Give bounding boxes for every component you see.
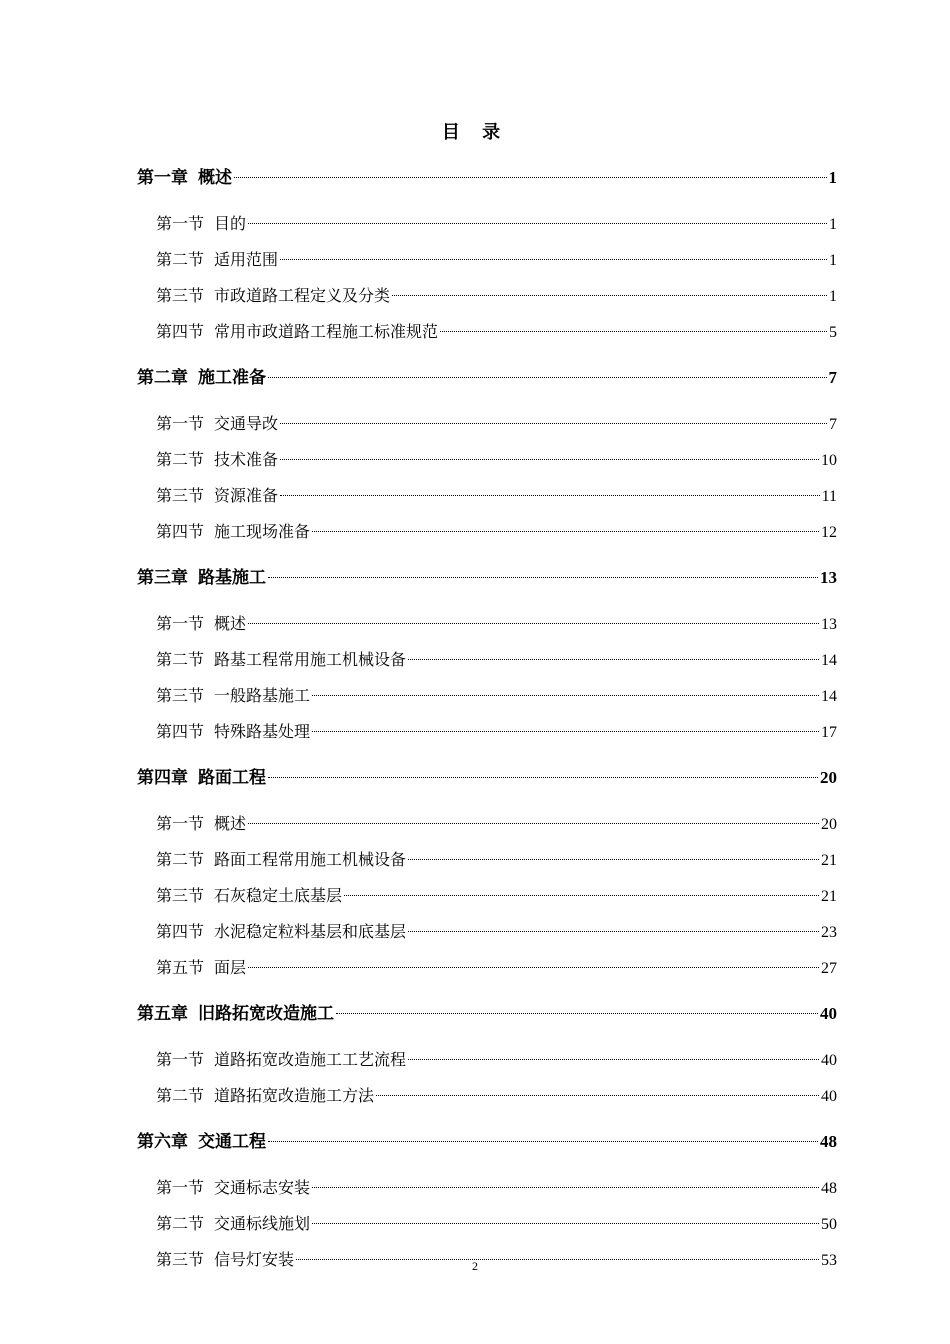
chapter-title: 交通工程 bbox=[198, 1132, 266, 1152]
toc-section-entry[interactable] bbox=[137, 314, 837, 360]
section-title: 道路拓宽改造施工方法 bbox=[214, 1086, 375, 1105]
chapter-number: 第五章 bbox=[137, 1004, 188, 1024]
dot-leader bbox=[268, 777, 818, 778]
chapter-page-number: 40 bbox=[820, 1004, 837, 1023]
section-number: 第二节 bbox=[156, 850, 205, 869]
dot-leader bbox=[312, 695, 819, 696]
section-number: 第二节 bbox=[156, 250, 205, 269]
toc-section-entry[interactable] bbox=[137, 806, 837, 842]
section-page-number: 14 bbox=[821, 688, 837, 705]
section-title: 信号灯安装 bbox=[214, 1250, 295, 1269]
section-number: 第三节 bbox=[156, 1250, 205, 1269]
toc-chapter-entry[interactable] bbox=[137, 160, 837, 206]
dot-leader bbox=[376, 1095, 819, 1096]
dot-leader bbox=[440, 331, 827, 332]
section-title: 概述 bbox=[214, 614, 247, 633]
toc-chapter-entry[interactable] bbox=[137, 760, 837, 806]
section-title: 路基工程常用施工机械设备 bbox=[214, 650, 407, 669]
toc-section-entry[interactable] bbox=[137, 1170, 837, 1206]
section-title: 适用范围 bbox=[214, 250, 279, 269]
chapter-title: 路面工程 bbox=[198, 768, 266, 788]
section-page-number: 1 bbox=[829, 288, 837, 305]
section-number: 第四节 bbox=[156, 922, 205, 941]
toc-section-entry[interactable] bbox=[137, 950, 837, 996]
section-page-number: 14 bbox=[821, 652, 837, 669]
toc-section-entry[interactable] bbox=[137, 242, 837, 278]
chapter-title: 旧路拓宽改造施工 bbox=[198, 1004, 334, 1024]
section-number: 第一节 bbox=[156, 814, 205, 833]
section-title: 特殊路基处理 bbox=[214, 722, 311, 741]
section-number: 第一节 bbox=[156, 1178, 205, 1197]
section-title: 交通导改 bbox=[214, 414, 279, 433]
dot-leader bbox=[234, 177, 827, 178]
toc-chapter-entry[interactable] bbox=[137, 360, 837, 406]
section-page-number: 1 bbox=[829, 216, 837, 233]
section-number: 第三节 bbox=[156, 286, 205, 305]
chapter-number: 第六章 bbox=[137, 1132, 188, 1152]
table-of-contents bbox=[137, 160, 837, 1288]
toc-section-entry[interactable] bbox=[137, 678, 837, 714]
section-page-number: 17 bbox=[821, 724, 837, 741]
section-title: 交通标线施划 bbox=[214, 1214, 311, 1233]
section-page-number: 1 bbox=[829, 252, 837, 269]
dot-leader bbox=[312, 1187, 819, 1188]
chapter-number: 第二章 bbox=[137, 368, 188, 388]
toc-chapter-entry[interactable] bbox=[137, 560, 837, 606]
section-page-number: 11 bbox=[821, 488, 837, 505]
dot-leader bbox=[280, 423, 827, 424]
section-page-number: 21 bbox=[821, 852, 837, 869]
dot-leader bbox=[280, 495, 820, 496]
section-page-number: 20 bbox=[821, 816, 837, 833]
dot-leader bbox=[392, 295, 827, 296]
toc-section-entry[interactable] bbox=[137, 406, 837, 442]
section-title: 施工现场准备 bbox=[214, 522, 311, 541]
dot-leader bbox=[248, 823, 819, 824]
section-number: 第一节 bbox=[156, 614, 205, 633]
chapter-page-number: 1 bbox=[828, 168, 837, 187]
section-title: 石灰稳定土底基层 bbox=[214, 886, 343, 905]
dot-leader bbox=[408, 1059, 819, 1060]
dot-leader bbox=[268, 377, 827, 378]
dot-leader bbox=[280, 459, 819, 460]
toc-section-entry[interactable] bbox=[137, 1078, 837, 1124]
section-title: 路面工程常用施工机械设备 bbox=[214, 850, 407, 869]
section-page-number: 7 bbox=[829, 416, 837, 433]
section-number: 第一节 bbox=[156, 1050, 205, 1069]
section-number: 第二节 bbox=[156, 1214, 205, 1233]
section-number: 第二节 bbox=[156, 450, 205, 469]
page-number: 2 bbox=[472, 1259, 478, 1273]
section-title: 一般路基施工 bbox=[214, 686, 311, 705]
toc-section-entry[interactable] bbox=[137, 914, 837, 950]
section-page-number: 27 bbox=[821, 960, 837, 977]
section-number: 第三节 bbox=[156, 486, 205, 505]
toc-section-entry[interactable] bbox=[137, 478, 837, 514]
toc-section-entry[interactable] bbox=[137, 606, 837, 642]
chapter-number: 第四章 bbox=[137, 768, 188, 788]
toc-section-entry[interactable] bbox=[137, 714, 837, 760]
chapter-page-number: 20 bbox=[820, 768, 837, 787]
chapter-page-number: 13 bbox=[820, 568, 837, 587]
section-title: 市政道路工程定义及分类 bbox=[214, 286, 391, 305]
section-page-number: 48 bbox=[821, 1180, 837, 1197]
section-number: 第五节 bbox=[156, 958, 205, 977]
toc-section-entry[interactable] bbox=[137, 1206, 837, 1242]
section-number: 第二节 bbox=[156, 650, 205, 669]
section-title: 面层 bbox=[214, 958, 247, 977]
dot-leader bbox=[248, 967, 819, 968]
chapter-page-number: 48 bbox=[820, 1132, 837, 1151]
section-page-number: 23 bbox=[821, 924, 837, 941]
dot-leader bbox=[408, 859, 819, 860]
section-title: 水泥稳定粒料基层和底基层 bbox=[214, 922, 407, 941]
section-title: 常用市政道路工程施工标准规范 bbox=[214, 322, 439, 341]
section-page-number: 40 bbox=[821, 1088, 837, 1105]
dot-leader bbox=[408, 931, 819, 932]
section-number: 第一节 bbox=[156, 214, 205, 233]
toc-section-entry[interactable] bbox=[137, 642, 837, 678]
chapter-page-number: 7 bbox=[828, 368, 837, 387]
dot-leader bbox=[312, 1223, 819, 1224]
section-number: 第一节 bbox=[156, 414, 205, 433]
chapter-title: 路基施工 bbox=[198, 568, 266, 588]
section-number: 第三节 bbox=[156, 686, 205, 705]
dot-leader bbox=[312, 531, 819, 532]
dot-leader bbox=[408, 659, 819, 660]
section-page-number: 21 bbox=[821, 888, 837, 905]
chapter-number: 第一章 bbox=[137, 168, 188, 188]
section-title: 目的 bbox=[214, 214, 247, 233]
section-number: 第三节 bbox=[156, 886, 205, 905]
chapter-number: 第三章 bbox=[137, 568, 188, 588]
toc-section-entry[interactable] bbox=[137, 1042, 837, 1078]
toc-chapter-entry[interactable] bbox=[137, 1124, 837, 1170]
section-page-number: 5 bbox=[829, 324, 837, 341]
toc-section-entry[interactable] bbox=[137, 842, 837, 878]
section-number: 第二节 bbox=[156, 1086, 205, 1105]
section-title: 资源准备 bbox=[214, 486, 279, 505]
toc-chapter-entry[interactable] bbox=[137, 996, 837, 1042]
toc-title: 目 录 bbox=[441, 122, 509, 143]
chapter-title: 概述 bbox=[198, 168, 232, 188]
section-page-number: 53 bbox=[821, 1252, 837, 1269]
section-page-number: 10 bbox=[821, 452, 837, 469]
dot-leader bbox=[268, 1141, 818, 1142]
dot-leader bbox=[344, 895, 819, 896]
toc-section-entry[interactable] bbox=[137, 206, 837, 242]
section-number: 第四节 bbox=[156, 322, 205, 341]
toc-section-entry[interactable] bbox=[137, 278, 837, 314]
toc-section-entry[interactable] bbox=[137, 878, 837, 914]
dot-leader bbox=[268, 577, 818, 578]
section-title: 技术准备 bbox=[214, 450, 279, 469]
section-page-number: 50 bbox=[821, 1216, 837, 1233]
dot-leader bbox=[312, 731, 819, 732]
dot-leader bbox=[248, 223, 827, 224]
chapter-title: 施工准备 bbox=[198, 368, 266, 388]
dot-leader bbox=[280, 259, 827, 260]
dot-leader bbox=[336, 1013, 818, 1014]
section-page-number: 12 bbox=[821, 524, 837, 541]
section-title: 交通标志安装 bbox=[214, 1178, 311, 1197]
section-title: 概述 bbox=[214, 814, 247, 833]
section-page-number: 13 bbox=[821, 616, 837, 633]
section-title: 道路拓宽改造施工工艺流程 bbox=[214, 1050, 407, 1069]
toc-section-entry[interactable] bbox=[137, 442, 837, 478]
dot-leader bbox=[248, 623, 819, 624]
section-number: 第四节 bbox=[156, 522, 205, 541]
section-number: 第四节 bbox=[156, 722, 205, 741]
toc-section-entry[interactable] bbox=[137, 514, 837, 560]
section-page-number: 40 bbox=[821, 1052, 837, 1069]
